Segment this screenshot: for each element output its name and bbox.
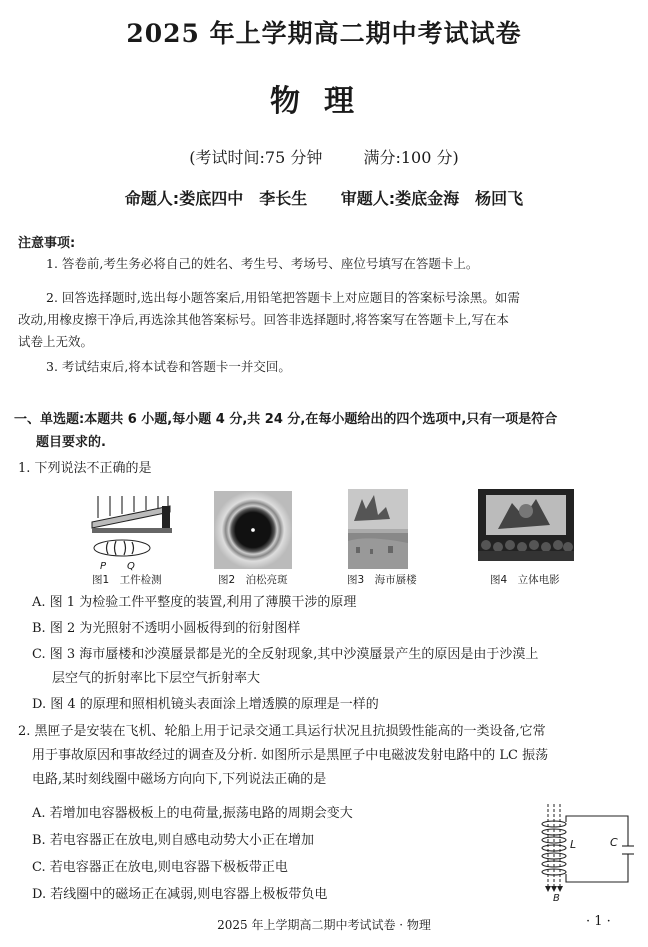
section-1-heading-line-2: 题目要求的. (36, 435, 106, 450)
figure-3-caption: 图3 海市蜃楼 (347, 574, 417, 586)
circuit-label-c: C (610, 836, 618, 849)
reviewer: 审题人:娄底金海 杨回飞 (340, 189, 524, 208)
question-1-option-c-line-2: 层空气的折射率比下层空气折射率大 (52, 671, 261, 686)
exam-info (0, 145, 648, 168)
notice-item-2-line-2: 改动,用橡皮擦干净后,再选涂其他答案标号。回答非选择题时,将答案写在答题卡上,写在本 (18, 312, 509, 327)
subject-title: 物理 (270, 84, 378, 119)
figure-1-label-q: Q (127, 561, 135, 572)
question-2-stem-line-2: 用于事故原因和事故经过的调查及分析. 如图所示是黑匣子中电磁波发射电路中的 LC 振荡 (32, 748, 549, 763)
section-1-heading (14, 408, 636, 454)
notice-item-1: 1. 答卷前,考生务必将自己的姓名、考生号、考场号、座位号填写在答题卡上。 (46, 256, 479, 271)
question-1-option-b: B. 图 2 为光照射不透明小圆板得到的衍射图样 (32, 621, 301, 636)
section-1-heading-line-1: 一、单选题:本题共 6 小题,每小题 4 分,共 24 分,在每小题给出的四个选项中,只有一项是符合 (14, 412, 558, 427)
question-1-stem: 1. 下列说法不正确的是 (18, 461, 152, 476)
full-score: 满分:100 分) (363, 148, 459, 167)
question-2-option-c: C. 若电容器正在放电,则电容器下极板带正电 (32, 860, 288, 875)
figure-1-caption: 图1 工件检测 (92, 574, 162, 586)
circuit-label-b: B (553, 893, 560, 904)
figure-4-caption: 图4 立体电影 (490, 574, 560, 586)
notice-item-3: 3. 考试结束后,将本试卷和答题卡一并交回。 (46, 359, 291, 374)
authors-line (0, 186, 648, 209)
notice-item-2-line-3: 试卷上无效。 (18, 334, 94, 349)
figure-4-3d-movie-image (478, 489, 574, 561)
question-1-option-d: D. 图 4 的原理和照相机镜头表面涂上增透膜的原理是一样的 (32, 697, 379, 712)
figure-3-mirage-image (348, 489, 408, 569)
question-1-option-a: A. 图 1 为检验工件平整度的装置,利用了薄膜干涉的原理 (32, 595, 357, 610)
question-1-option-c-line-1: C. 图 3 海市蜃楼和沙漠蜃景都是光的全反射现象,其中沙漠蜃景产生的原因是由于沙漠上 (32, 647, 539, 662)
page-footer: 2025 年上学期高二期中考试试卷 · 物理 (217, 918, 431, 932)
figure-2-caption: 图2 泊松亮斑 (218, 574, 288, 586)
question-2-stem-line-3: 电路,某时刻线圈中磁场方向向下,下列说法正确的是 (32, 772, 327, 787)
page-number: · 1 · (586, 914, 611, 929)
question-2-option-b: B. 若电容器正在放电,则自感电动势大小正在增加 (32, 833, 314, 848)
author: 命题人:娄底四中 李长生 (124, 189, 308, 208)
circuit-label-l: L (570, 838, 577, 851)
figure-2-poisson-spot-image (214, 491, 292, 569)
exam-time: (考试时间:75 分钟 (189, 148, 323, 167)
notice-item-2-line-1: 2. 回答选择题时,选出每小题答案后,用铅笔把答题卡上对应题目的答案标号涂黑。如需 (46, 290, 520, 305)
question-2-stem-line-1: 2. 黑匣子是安装在飞机、轮船上用于记录交通工具运行状况且抗损毁性能高的一类设备,它常 (18, 724, 546, 739)
notice-title: 注意事项: (18, 236, 76, 251)
page-title: 2025 年上学期高二期中考试试卷 (126, 19, 522, 48)
figure-1-label-p: P (100, 561, 107, 572)
lc-circuit-diagram (536, 802, 636, 898)
question-2-option-d: D. 若线圈中的磁场正在减弱,则电容器上极板带负电 (32, 887, 328, 902)
question-2-option-a: A. 若增加电容器极板上的电荷量,振荡电路的周期会变大 (32, 806, 353, 821)
